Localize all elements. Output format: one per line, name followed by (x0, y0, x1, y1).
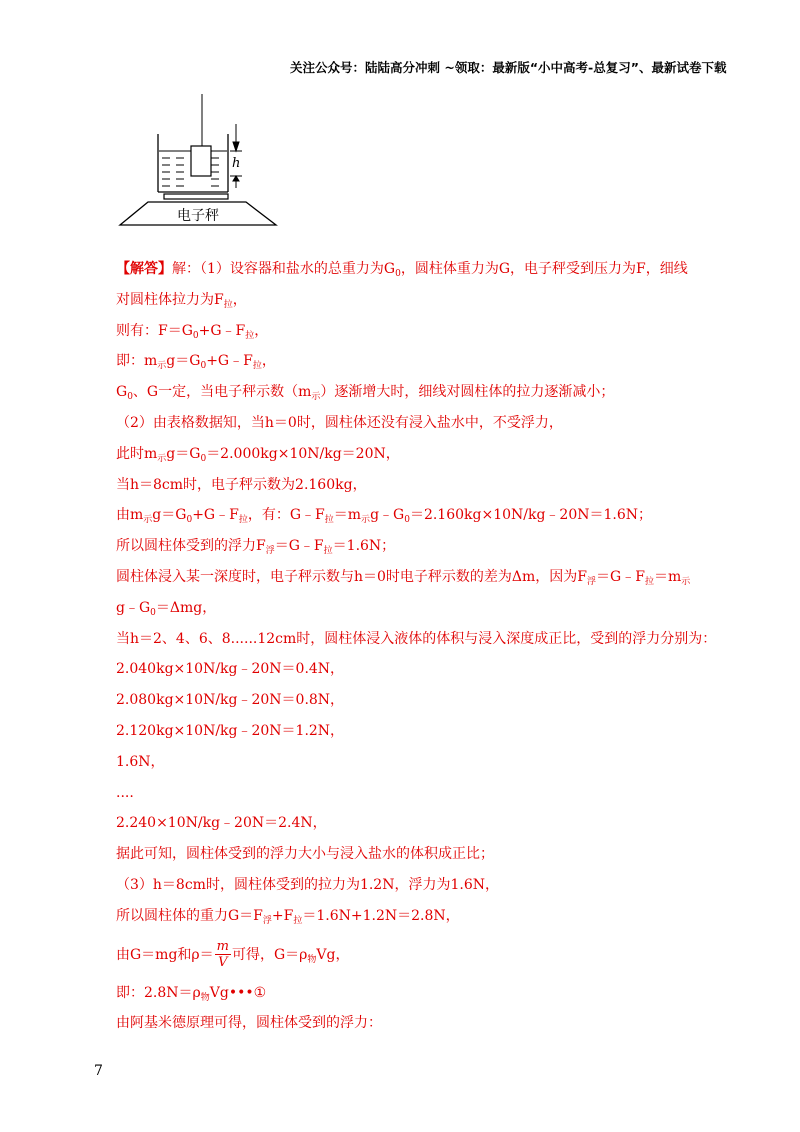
scale-label: 电子秤 (177, 208, 219, 224)
solution-line: $G_0$、G一定，当电子秤示数$(m_示)$逐渐增大时，细线对圆柱体的拉力逐渐减小； (116, 384, 615, 403)
density-fraction: $\frac{m}{V}$ (216, 939, 229, 971)
solution-line: 对圆柱体拉力为$F_拉$， (116, 291, 247, 310)
solution-tag: 【解答】 (116, 261, 172, 277)
h-label: h (232, 156, 241, 171)
page-header: 关注公众号：陆陆高分冲刺 ~领取：最新版“小中高考-总复习”、最新试卷下载 (290, 60, 727, 75)
solution-line: 所以圆柱体受到的浮力$F_浮=G﹣F_拉=1.6N$； (116, 538, 396, 557)
solution-line: 当h＝8cm时，电子秤示数为2.160kg， (116, 476, 367, 493)
solution-line: 则有：$F=G_0+G﹣F_拉$， (116, 322, 269, 341)
solution-line: 圆柱体浸入某一深度时，电子秤示数与h＝0时电子秤示数的差为Δm，因为$F_浮=G﹣F_拉=m_示$ (116, 568, 691, 587)
solution-line: 由$m_示g=G_0+G﹣F_拉$，有：$G﹣F_拉=m_示g﹣G_0=2.160kg\times 10N/kg﹣20N=1.6N$； (116, 507, 653, 526)
solution-line: $g﹣G_0=\Delta mg$， (116, 599, 217, 618)
solution-line: .... (116, 784, 134, 801)
solution-line: 2.040kg×10N/kg﹣20N＝0.4N， (116, 661, 345, 678)
solution-line: 即：$2.8N=\rho_物Vg•••①$ (116, 984, 267, 1003)
solution-line: （2）由表格数据知，当h＝0时，圆柱体还没有浸入盐水中，不受浮力， (116, 414, 563, 431)
solution-line: 当h＝2、4、6、8......12cm时，圆柱体浸入液体的体积与浸入深度成正比，受到的浮力分别为： (116, 630, 717, 647)
scale-pan (164, 194, 228, 199)
cylinder (191, 146, 211, 176)
experiment-figure (112, 94, 284, 230)
page-number: 7 (94, 1063, 103, 1079)
solution-line: 据此可知，圆柱体受到的浮力大小与浸入盐水的体积成正比； (116, 846, 494, 863)
solution-line: 由阿基米德原理可得，圆柱体受到的浮力： (116, 1015, 382, 1032)
solution-line: 1.6N， (116, 753, 165, 770)
solution-line: 2.240×10N/kg﹣20N＝2.4N， (116, 815, 327, 832)
solution-line: 2.080kg×10N/kg﹣20N＝0.8N， (116, 692, 345, 709)
solution-line: 即：$m_示g=G_0+G﹣F_拉$， (116, 353, 276, 372)
solution-line: 所以圆柱体的重力$G=F_浮+F_拉=1.6N+1.2N=2.8N$， (116, 907, 460, 926)
solution-line: （3）h＝8cm时，圆柱体受到的拉力为1.2N，浮力为1.6N， (116, 876, 499, 893)
solution-block (116, 254, 716, 1039)
solution-line: 此时$m_示g=G_0=2.000kg\times 10N/kg=20N$， (116, 445, 400, 464)
solution-line: 【解答】解：（1）设容器和盐水的总重力为$G_0$，圆柱体重力为G，电子秤受到压力为F，细线 (116, 261, 688, 279)
solution-line: 2.120kg×10N/kg﹣20N＝1.2N， (116, 722, 345, 739)
solution-line: 由G＝mg和ρ＝ $\frac{m}{V}$ 可得，$G=\rho_物Vg$， (116, 939, 350, 971)
